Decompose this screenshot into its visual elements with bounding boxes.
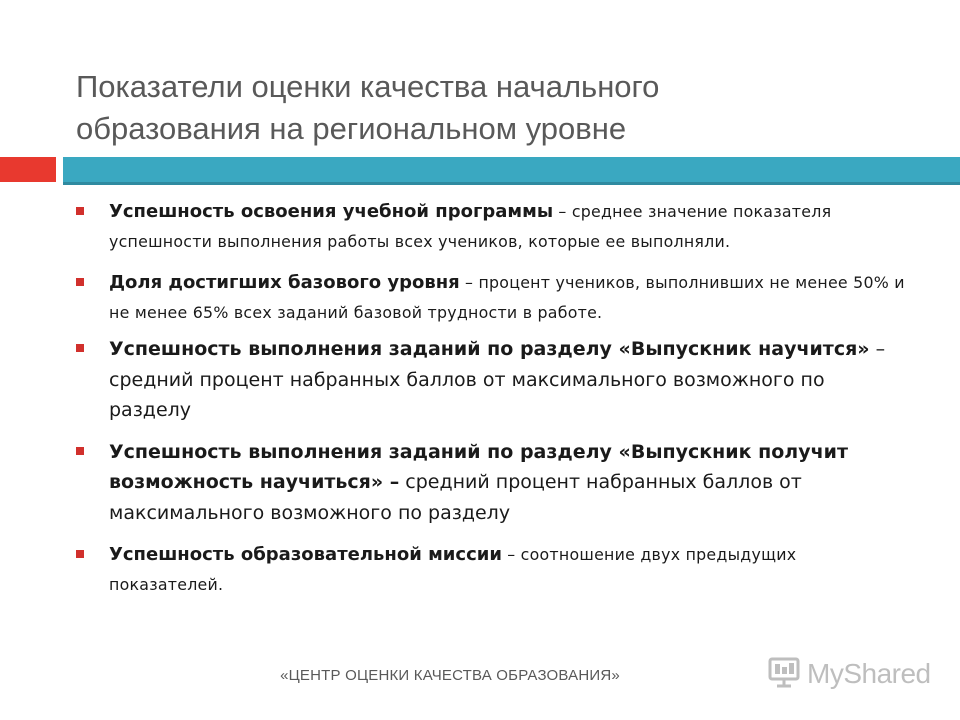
watermark-label: MyShared [807, 658, 931, 689]
bullet-marker-icon [76, 550, 84, 558]
title-line-1: Показатели оценки качества начального [76, 69, 660, 104]
item-term: Доля достигших базового уровня [109, 272, 460, 293]
list-item [76, 268, 906, 327]
accent-bar-red [0, 157, 56, 182]
list-item [76, 540, 906, 599]
list-item [76, 437, 906, 529]
bullet-marker-icon [76, 207, 84, 215]
item-term: Успешность выполнения заданий по разделу «Выпускник получит возможность научиться» – [109, 440, 848, 493]
presentation-board-icon [767, 655, 801, 693]
item-definition: средний процент набранных баллов от максимального возможного по разделу [109, 471, 802, 524]
myshared-watermark[interactable] [767, 656, 931, 692]
list-item [76, 334, 906, 426]
item-definition: – средний процент набранных баллов от максимального возможного по разделу [109, 338, 886, 421]
bullet-marker-icon [76, 278, 84, 286]
item-definition: – среднее значение показателя успешности выполнения работы всех учеников, которые ее выполняли. [109, 202, 832, 251]
item-term: Успешность выполнения заданий по разделу «Выпускник научится» [109, 338, 870, 360]
slide-footer: «ЦЕНТР ОЦЕНКИ КАЧЕСТВА ОБРАЗОВАНИЯ» [280, 667, 620, 684]
item-definition: – процент учеников, выполнивших не менее 50% и не менее 65% всех заданий базовой трудности в работе. [109, 273, 905, 322]
accent-bar-blue [63, 157, 960, 182]
item-term: Успешность образовательной миссии [109, 544, 502, 565]
slide-title [76, 66, 916, 150]
bullet-marker-icon [76, 344, 84, 352]
item-definition: – соотношение двух предыдущих показателей. [109, 545, 797, 594]
indicator-list [76, 197, 906, 599]
item-term: Успешность освоения учебной программы [109, 201, 554, 222]
bullet-marker-icon [76, 447, 84, 455]
title-line-2: образования на региональном уровне [76, 111, 627, 146]
list-item [76, 197, 906, 256]
